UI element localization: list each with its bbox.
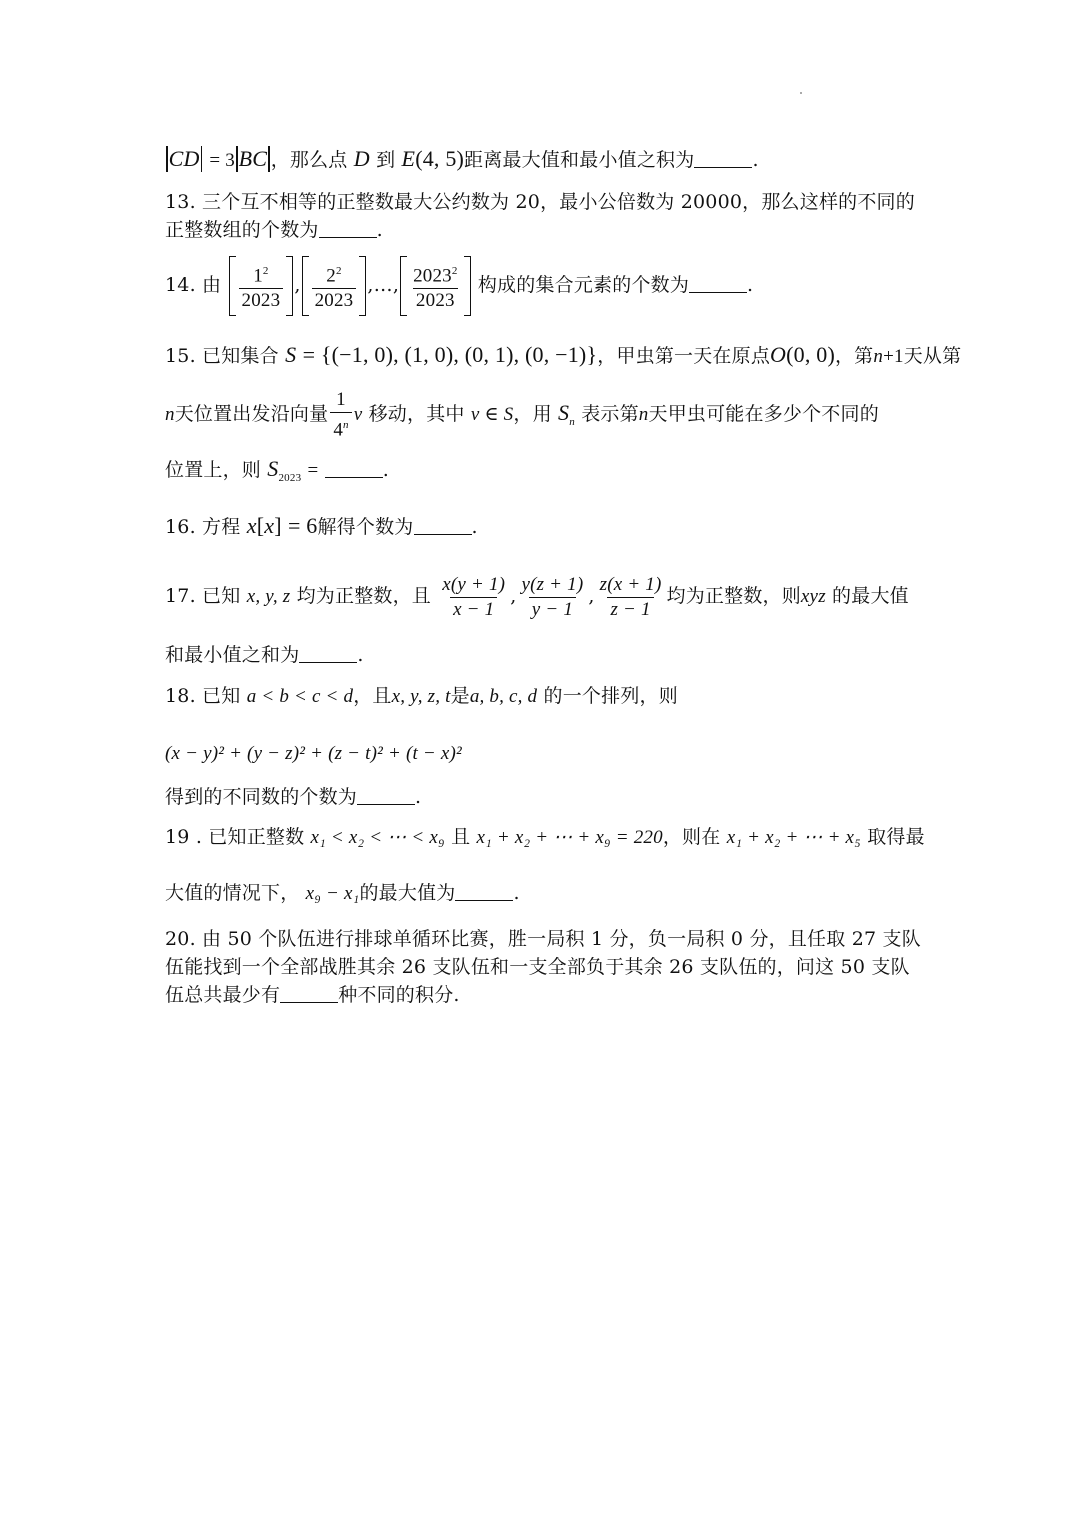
text: 天从第: [903, 345, 962, 367]
ellipsis: ,…,: [367, 274, 400, 296]
text: 天位置出发沿向量: [174, 403, 329, 425]
answer-blank: [455, 882, 513, 901]
text: 取得最: [867, 826, 925, 848]
stray-mark: [800, 92, 802, 94]
text: ，则在: [662, 826, 721, 848]
equals-six: = 6: [287, 513, 318, 538]
text: 构成的集合元素的个数为: [477, 274, 690, 296]
problem-18-expression: (x − y)² + (y − z)² + (z − t)² + (t − x)²: [165, 743, 462, 764]
problem-number: 17. 已知: [165, 585, 241, 607]
text: ，第: [834, 345, 874, 367]
answer-blank: [694, 149, 752, 168]
equals: =: [307, 460, 319, 481]
problem-15-line-2: n天位置出发沿向量 $\frac{1}{4^n}$ v 移动，其中 v ∈ S，用 $S_n$ 表示第n天甲虫可能在多少个不同的: [165, 388, 879, 441]
vars-abcd: a, b, c, d: [469, 686, 538, 707]
text: 种不同的积分.: [338, 984, 460, 1006]
vector-v: v: [353, 404, 363, 425]
abs-bar: [166, 146, 168, 172]
text: 到: [376, 149, 396, 171]
answer-blank: [319, 219, 377, 238]
text: 得到的不同数的个数为: [165, 786, 358, 808]
text: 移动，其中: [368, 403, 465, 425]
problem-number: 15. 已知集合: [165, 345, 279, 367]
floor-bracket-left: [302, 256, 309, 316]
problem-number: 14. 由: [165, 274, 222, 296]
floor-close: ]: [274, 513, 282, 538]
inequality: a < b < c < d: [246, 686, 354, 707]
point-d: D: [353, 146, 370, 171]
point-e-coords: (4, 5): [415, 146, 465, 171]
fraction-3: $\frac{z(x + 1)}{z - 1}$: [599, 573, 662, 620]
problem-17-line-1: 17. 已知 x, y, z 均为正整数，且 $\frac{x(y + 1)}{x - 1}$ , $\frac{y(z + 1)}{y - 1}$ , $\frac{z(x + 1)}{z - 1}$ 均为正整数，则xyz 的最大值: [165, 573, 909, 620]
text: 解得个数为: [317, 516, 414, 538]
fraction-3: $\frac{2023^2}{2023}$: [413, 264, 458, 312]
vars-xyz: x, y, z: [246, 586, 291, 607]
text: 是: [450, 685, 470, 707]
set-s: S: [285, 342, 297, 367]
problem-20-line-3: [165, 983, 460, 1007]
problem-16: 16. 方程 x[x] = 6解得个数为 .: [165, 513, 478, 538]
text: ，用: [513, 403, 552, 425]
difference: x₉ − x₁: [305, 883, 360, 904]
answer-blank: [280, 984, 338, 1003]
inequality: x₁ < x₂ < ⋯ < x₉: [310, 827, 445, 848]
problem-17-line-2: 和最小值之和为 .: [165, 644, 364, 666]
abs-bar: [268, 146, 270, 172]
fraction-1: $\frac{x(y + 1)}{x - 1}$: [442, 573, 506, 620]
problem-20-line-2: 伍能找到一个全部战胜其余 26 支队伍和一支全部负于其余 26 支队伍的，问这 50 支队: [165, 956, 910, 978]
problem-13-line-2: 正整数组的个数为 .: [165, 219, 383, 241]
partial-sum: x₁ + x₂ + ⋯ + x₅: [726, 827, 861, 848]
abs-bar: [201, 146, 203, 172]
text: ，且: [353, 685, 392, 707]
segment-bc: BC: [238, 146, 268, 171]
text: ，甲虫第一天在原点: [597, 345, 771, 367]
answer-blank: [357, 786, 415, 805]
floor-bracket-right: [359, 256, 366, 316]
problem-12-continuation: [165, 146, 759, 173]
plus-one: +1: [883, 346, 904, 367]
text: 的最大值: [832, 585, 909, 607]
s-n: S: [558, 400, 570, 425]
problem-number: 19 . 已知正整数: [165, 826, 305, 848]
text: 的最大值为: [359, 882, 456, 904]
var-n: n: [873, 346, 884, 367]
set-definition: = {(−1, 0), (1, 0), (0, 1), (0, −1)}: [302, 342, 598, 367]
sum-equation: x₁ + x₂ + ⋯ + x₉ = 220: [476, 827, 663, 848]
text: 天甲虫可能在多少个不同的: [648, 403, 879, 425]
floor-bracket-left: [229, 256, 236, 316]
problem-19-line-2: 大值的情况下， x₉ − x₁的最大值为 .: [165, 882, 520, 904]
period: .: [752, 149, 759, 171]
floor-open: [: [256, 513, 265, 538]
answer-blank: [299, 644, 357, 663]
text: 的一个排列，则: [543, 685, 678, 707]
floor-bracket-left: [400, 256, 407, 316]
point-e: E: [401, 146, 416, 171]
floor-bracket-right: [286, 256, 293, 316]
var-n: n: [638, 404, 649, 425]
vars-xyzt: x, y, z, t: [391, 686, 451, 707]
floor-bracket-right: [464, 256, 471, 316]
text: 位置上，则: [165, 459, 262, 481]
equals-three: = 3: [209, 150, 235, 171]
problem-20-line-1: 20. 由 50 个队伍进行排球单循环比赛，胜一局积 1 分，负一局积 0 分，且任取 27 支队: [165, 928, 921, 950]
text: 伍总共最少有: [165, 984, 281, 1006]
fraction-2: $\frac{y(z + 1)}{y - 1}$: [521, 573, 584, 620]
problem-18-line-3: 得到的不同数的个数为 .: [165, 786, 422, 808]
problem-18-line-1: [165, 684, 678, 709]
text: ，那么点: [270, 149, 348, 171]
v-in-s: v ∈ S: [470, 404, 514, 425]
var-n: n: [165, 404, 175, 425]
var-x: x: [264, 513, 275, 538]
answer-blank: [414, 516, 472, 535]
fraction-one-over-4n: $\frac{1}{4^n}$: [330, 388, 351, 442]
text: 均为正整数，则: [666, 585, 801, 607]
text: 和最小值之和为: [165, 644, 300, 666]
text: 大值的情况下，: [165, 882, 300, 904]
text: 且: [451, 826, 471, 848]
text: 均为正整数，且: [296, 585, 431, 607]
text: 正整数组的个数为: [165, 219, 319, 241]
fraction-1: $\frac{1^2}{2023}$: [239, 259, 284, 313]
abs-bar: [236, 146, 238, 172]
var-x: x: [246, 513, 257, 538]
problem-19-line-1: [165, 825, 925, 850]
problem-13-line-1: 13. 三个互不相等的正整数最大公约数为 20，最小公倍数为 20000，那么这样的不同的: [165, 191, 915, 213]
problem-15-line-3: 位置上，则 $S_{2023}$ = .: [165, 456, 389, 484]
origin-coords: (0, 0): [786, 342, 835, 367]
product-xyz: xyz: [800, 586, 826, 607]
text: 距离最大值和最小值之积为: [464, 149, 695, 171]
problem-15-line-1: [165, 343, 961, 369]
problem-number: 16. 方程: [165, 516, 241, 538]
problem-14: 14. 由 $\frac{1^2}{2023}$ , $\frac{2^2}{2023}$ ,…, $\frac{2023^2}{2023}$ 构成的集合元素的个数为 .: [165, 255, 753, 315]
fraction-2: $\frac{2^2}{2023}$: [312, 259, 357, 313]
answer-blank: [689, 274, 747, 293]
segment-cd: CD: [168, 146, 200, 171]
answer-blank: [325, 459, 383, 478]
s-2023: S: [267, 456, 279, 481]
text: 表示第: [581, 403, 639, 425]
problem-number: 18. 已知: [165, 685, 241, 707]
origin-o: O: [770, 342, 787, 367]
